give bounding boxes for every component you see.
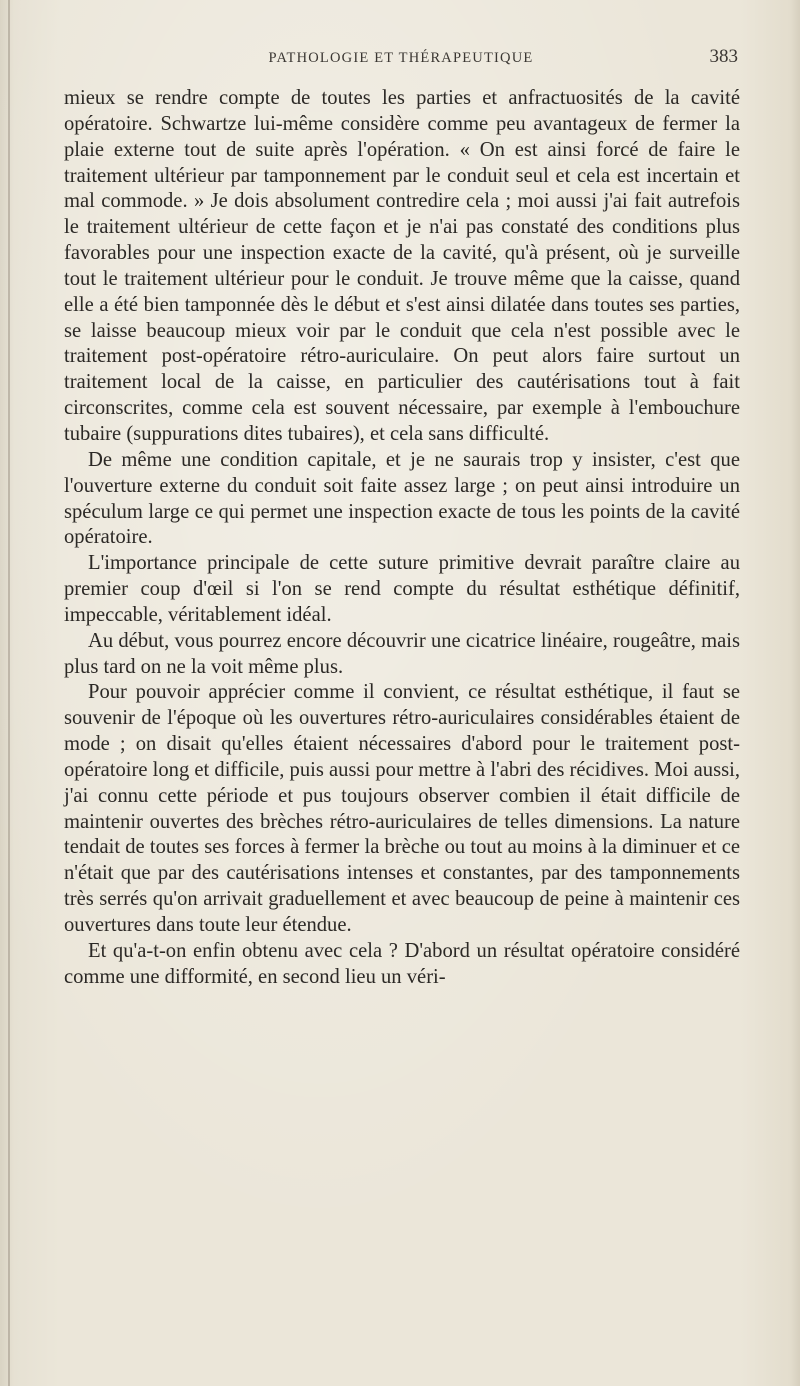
body-text — [64, 86, 740, 991]
page-gutter-edge — [8, 0, 10, 1386]
page-number: 383 — [709, 46, 738, 67]
paragraph: L'importance principale de cette suture primitive devrait paraître claire au premier coup d'œil si l'on se rend compte du résultat esthétique définitif, impeccable, véritablement idéal. — [64, 552, 740, 626]
paragraph: Au début, vous pourrez encore découvrir une cicatrice linéaire, rougeâtre, mais plus tard on ne la voit même plus. — [64, 629, 740, 678]
paragraph: Et qu'a-t-on enfin obtenu avec cela ? D'abord un résultat opératoire considéré comme une difformité, en second lieu un véri- — [64, 939, 740, 988]
page-header — [64, 46, 738, 72]
paragraph: Pour pouvoir apprécier comme il convient, ce résultat esthétique, il faut se souvenir de l'époque où les ouvertures rétro-auriculaires considérables étaient de mode ; on disait qu'elles étaient nécessaires d'abord pour le traitement post-opératoire long et difficile, puis aussi pour mettre à l'abri des récidives. Moi aussi, j'ai connu cette période et pus toujours observer combien il était difficile de maintenir ouvertes des brèches rétro-auriculaires de telles dimensions. La nature tendait de toutes ses forces à fermer la brèche ou tout au moins à la diminuer et ce n'était que par des cautérisations intenses et constantes, par des tamponnements très serrés qu'on arrivait graduellement et avec beaucoup de peine à maintenir ces ouvertures dans toute leur étendue. — [64, 681, 740, 936]
paragraph: De même une condition capitale, et je ne saurais trop y insister, c'est que l'ouverture externe du conduit soit faite assez large ; on peut ainsi introduire un spéculum large ce qui permet une inspection exacte de tous les points de la cavité opératoire. — [64, 448, 740, 549]
paragraph: mieux se rendre compte de toutes les parties et anfractuosités de la cavité opératoire. Schwartze lui-même considère comme peu avantageux de fermer la plaie externe tout de suite après l'opération. « On est ainsi forcé de faire le traitement ultérieur par tamponnement par le conduit seul et cela est incertain et mal commode. » Je dois absolument contredire cela ; moi aussi j'ai fait autrefois le traitement ultérieur de cette façon et je n'ai pas constaté des conditions plus favorables pour une inspection exacte de la cavité, qu'à présent, où je surveille tout le traitement ultérieur pour le conduit. Je trouve même que la caisse, quand elle a été bien tamponnée dès le début et s'est ainsi dilatée dans toutes ses parties, se laisse beaucoup mieux voir par le conduit que cela n'est possible avec le traitement post-opératoire rétro-auriculaire. On peut alors faire surtout un traitement local de la caisse, en particulier des cautérisations tout à fait circonscrites, comme cela est souvent nécessaire, par exemple à l'embouchure tubaire (suppurations dites tubaires), et cela sans difficulté. — [64, 87, 740, 445]
running-title: PATHOLOGIE ET THÉRAPEUTIQUE — [268, 50, 534, 66]
